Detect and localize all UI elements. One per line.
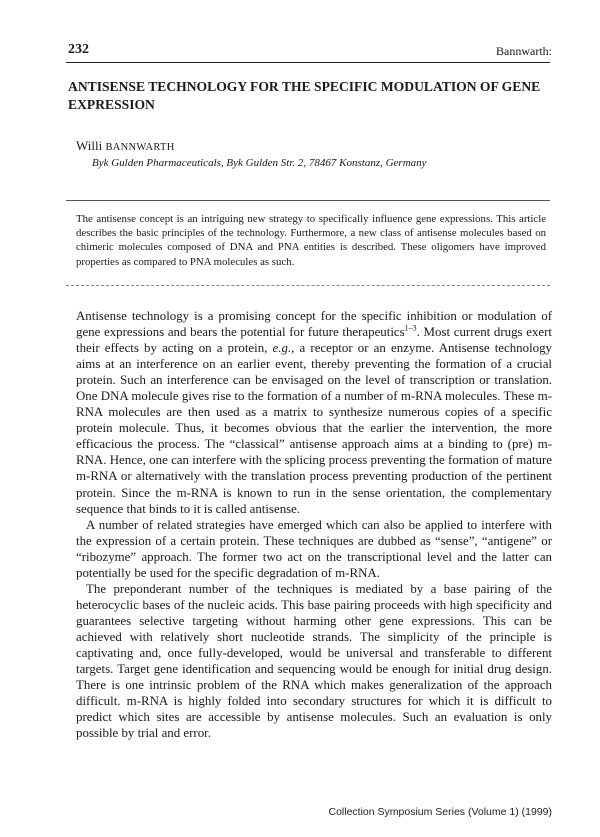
page-number: 232 [68, 42, 89, 57]
paragraph-3: The preponderant number of the techniques is mediated by a base pairing of the heterocyclic bases of the nucleic acids. This base pairing proceeds with high specificity and guarantees selective targeting without harming other gene expressions. This can be achieved with relatively short nucleotide strands. The simplicity of the principle is captivating and, once fully-developed, would be universal and transferable to different targets. Target gene identification and sequencing would be enough for initial drug design. There is one intrinsic problem of the RNA which makes generalization of the approach difficult. m-RNA is highly folded into secondary structures for which it is difficult to predict which sites are accessible by antisense molecules. Such an evaluation is only possible by trial and error. [76, 581, 552, 741]
paragraph-2: A number of related strategies have emerged which can also be applied to interfere with the expression of a certain protein. These techniques are dubbed as “sense”, “antigene” or “ribozyme” approach. The former two act on the transcriptional level and the latter can potentially be used for the specific degradation of m-RNA. [76, 517, 552, 580]
paragraph-1-text-a: Antisense technology is a promising concept for the specific inhibition or modulation of gene expressions and bears the potential for future therapeutics [76, 309, 552, 340]
author-first-name: Willi [76, 138, 106, 153]
abstract: The antisense concept is an intriguing new strategy to specifically influence gene expressions. This article describes the basic principles of the technology. Furthermore, a new class of antisense molecules based on chimeric molecules composed of DNA and PNA entities is described. These oligomers have improved properties as compared to PNA molecules as such. [76, 213, 546, 268]
body-text [76, 308, 552, 741]
header-rule [66, 62, 550, 63]
paragraph-1 [76, 308, 552, 517]
article-title: ANTISENSE TECHNOLOGY FOR THE SPECIFIC MODULATION OF GENE EXPRESSION [68, 79, 541, 112]
author-last-name: BANNWARTH [105, 142, 175, 153]
abstract-top-rule [66, 200, 550, 201]
citation-superscript: 1–3 [404, 323, 417, 333]
paragraph-1-text-b: . Most current drugs exert their effects by acting on a protein, [76, 325, 553, 356]
author-affiliation: Byk Gulden Pharmaceuticals, Byk Gulden Str. 2, 78467 Konstanz, Germany [92, 157, 427, 169]
paragraph-1-text-c: , a receptor or an enzyme. Antisense technology aims at an interference on an earlier event, thereby preventing the formation of a crucial protein. Such an interference can be envisaged on the level of transcription or translation. One DNA molecule gives rise to the formation of a number of m-RNA molecules. These m-RNA molecules are then used as a matrix to synthesize numerous copies of a specific protein molecule. Thus, it becomes obvious that the earlier the intervention, the more efficacious the process. The “classical” antisense approach aims at a binding to (pre) m-RNA. Hence, one can interfere with the splicing process preventing the formation of mature m-RNA or alternatively with the translation process preventing production of the pertinent protein. Since the m-RNA is known to run in the sense orientation, the complementary sequence that binds to it is called antisense. [76, 341, 552, 516]
abstract-bottom-rule [66, 285, 550, 286]
running-header-author: Bannwarth: [496, 44, 552, 58]
author-name [76, 138, 175, 154]
footer-series: Collection Symposium Series (Volume 1) (1999) [328, 806, 552, 818]
paragraph-1-eg: e.g. [272, 341, 292, 356]
